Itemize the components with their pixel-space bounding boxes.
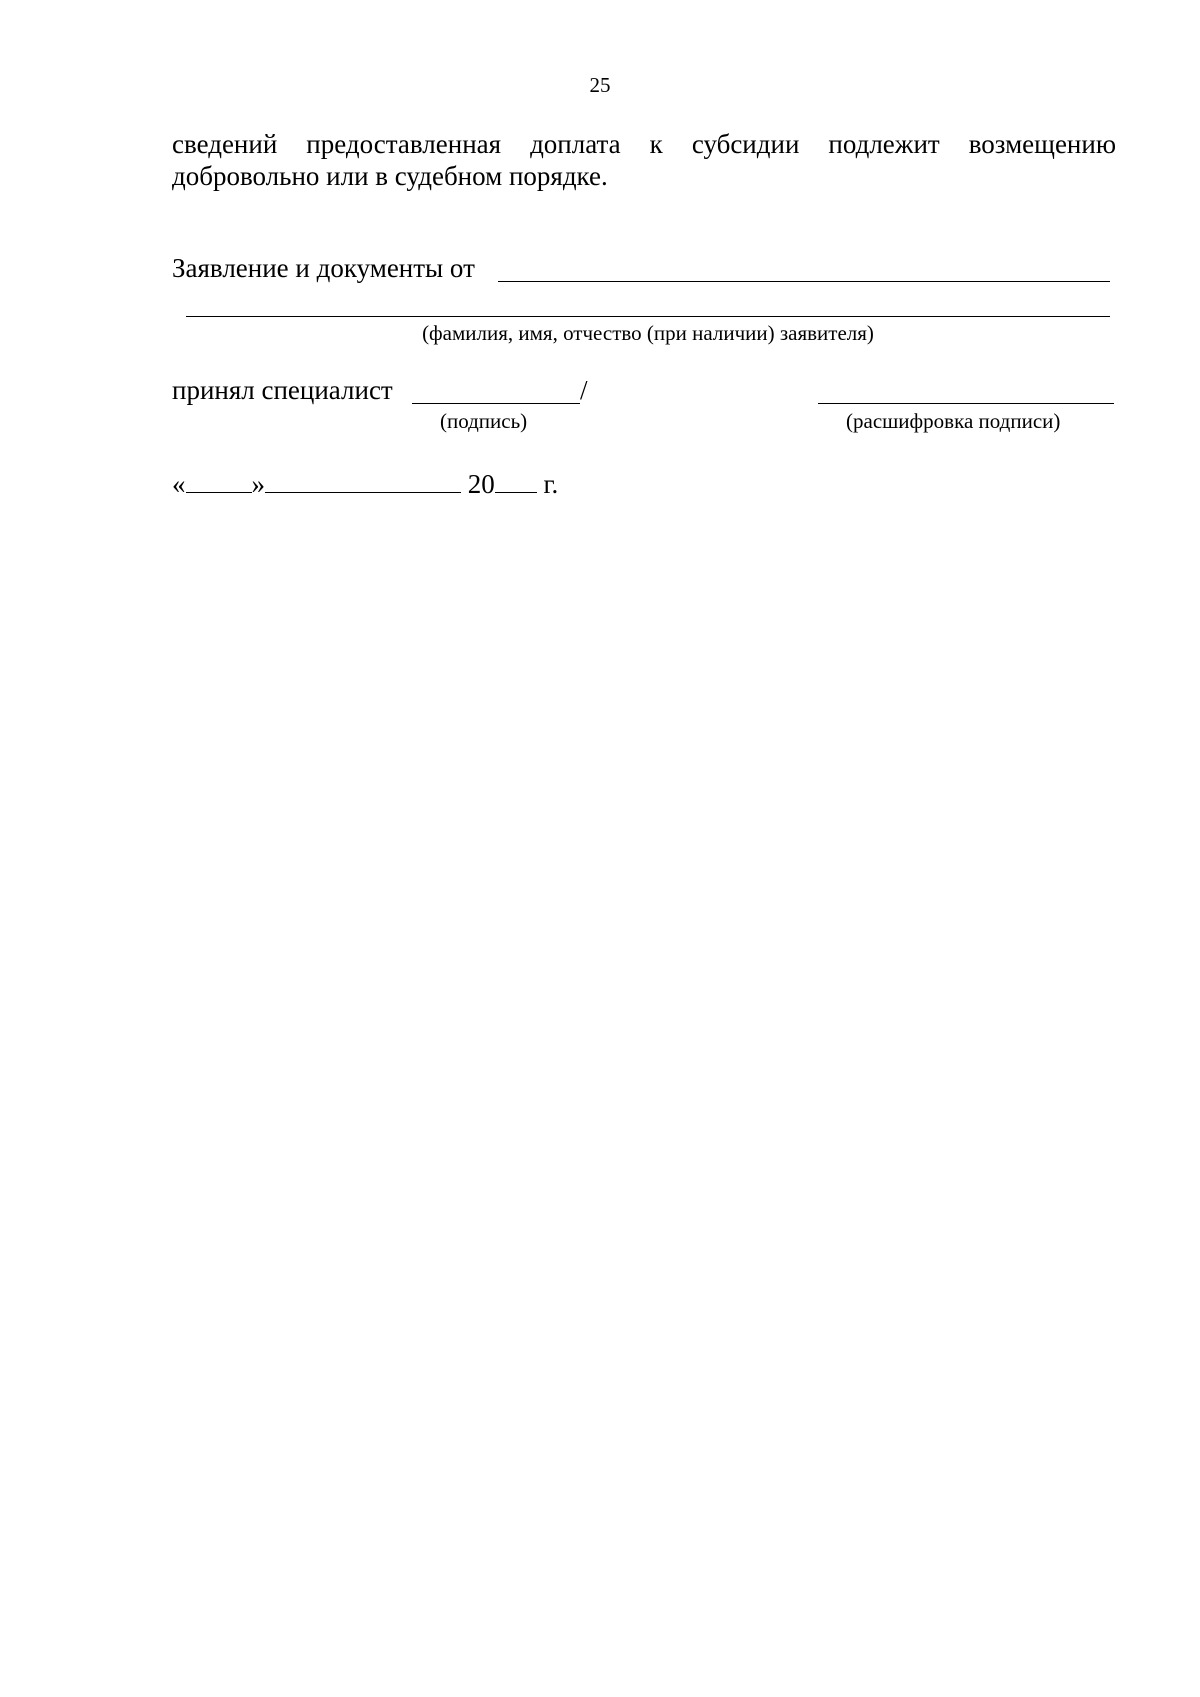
specialist-label: принял специалист <box>172 375 393 405</box>
date-open-quote: « <box>172 469 186 499</box>
signature-decoding-caption: (расшифровка подписи) <box>846 409 1061 433</box>
date-month-field[interactable] <box>265 468 461 493</box>
application-label: Заявление и документы от <box>172 253 475 283</box>
signature-slash: / <box>580 375 588 405</box>
paragraph-line-1: сведений предоставленная доплата к субсидии подлежит возмещению <box>172 129 1116 159</box>
date-year-prefix: 20 <box>467 469 495 499</box>
applicant-name-field-continued[interactable] <box>186 290 1110 317</box>
paragraph-line-2: добровольно или в судебном порядке. <box>172 161 608 191</box>
page-number: 25 <box>589 73 611 97</box>
signature-field[interactable] <box>412 376 580 404</box>
applicant-name-field[interactable] <box>498 254 1110 282</box>
date-line <box>172 468 558 500</box>
signature-caption: (подпись) <box>440 409 528 433</box>
date-year-field[interactable] <box>495 468 537 493</box>
applicant-name-caption: (фамилия, имя, отчество (при наличии) заявителя) <box>422 321 874 345</box>
body-paragraph <box>172 128 1116 192</box>
date-close-quote: » <box>251 469 265 499</box>
date-day-field[interactable] <box>186 468 252 493</box>
signature-decoding-field[interactable] <box>818 376 1114 404</box>
date-year-suffix: г. <box>543 469 559 499</box>
